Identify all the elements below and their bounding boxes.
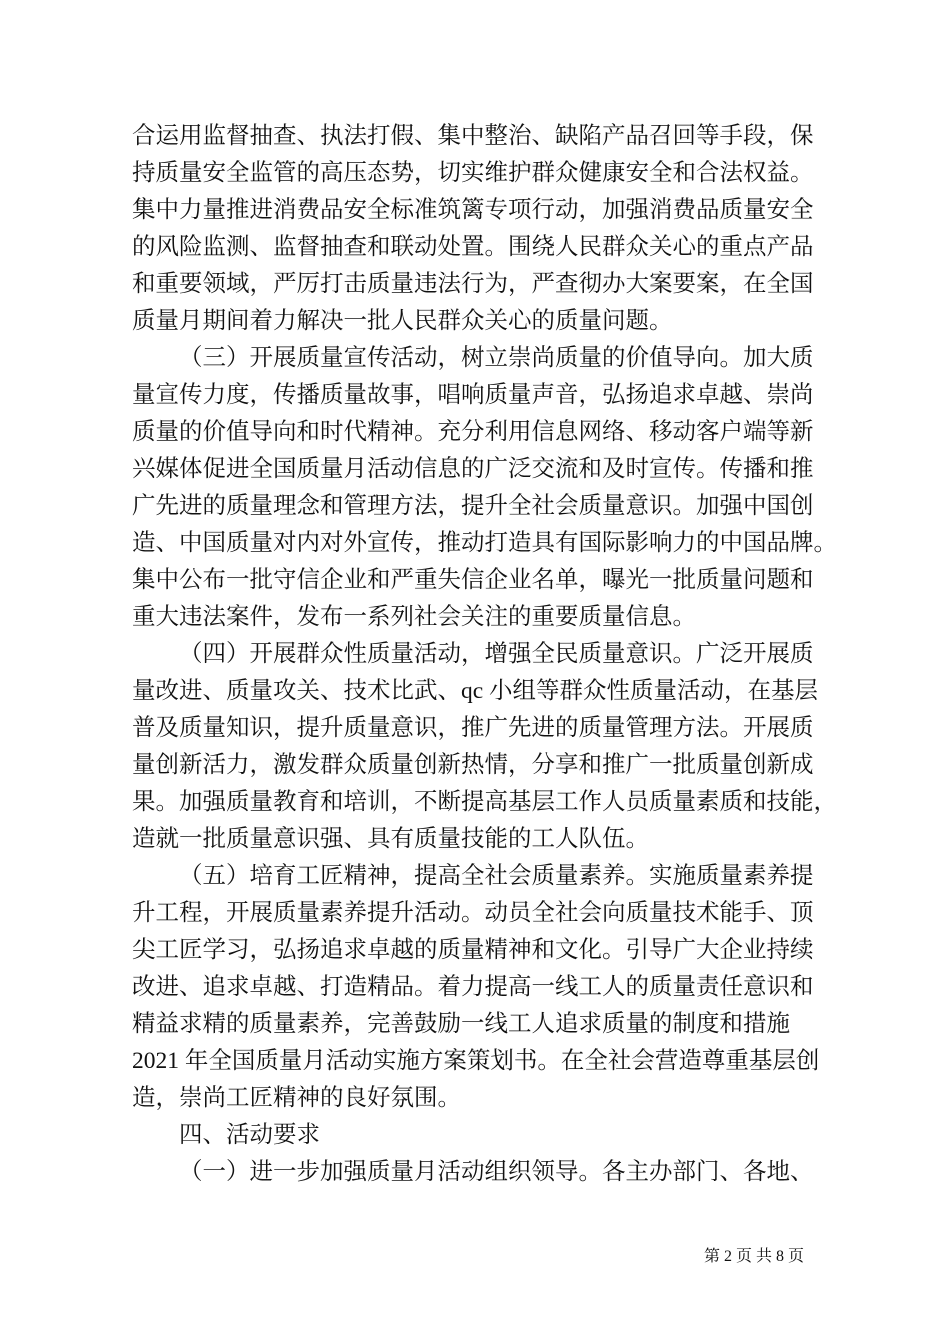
document-text <box>132 118 837 1191</box>
text-line: 重大违法案件，发布一系列社会关注的重要质量信息。 <box>132 604 696 630</box>
text-line: （三）开展质量宣传活动，树立崇尚质量的价值导向。加大质 <box>179 345 814 371</box>
text-line: 量创新活力，激发群众质量创新热情，分享和推广一批质量创新成 <box>132 752 814 778</box>
text-line: 量宣传力度，传播质量故事，唱响质量声音，弘扬追求卓越、崇尚 <box>132 382 814 408</box>
text-line: 广先进的质量理念和管理方法，提升全社会质量意识。加强中国创 <box>132 493 814 519</box>
text-line: 果。加强质量教育和培训，不断提高基层工作人员质量素质和技能， <box>132 789 837 815</box>
text-line: 量改进、质量攻关、技术比武、qc 小组等群众性质量活动，在基层 <box>132 678 819 704</box>
page-number-footer: 第 2 页 共 8 页 <box>703 1248 804 1265</box>
text-line: 造、中国质量对内对外宣传，推动打造具有国际影响力的中国品牌。 <box>132 530 837 556</box>
text-line: （五）培育工匠精神，提高全社会质量素养。实施质量素养提 <box>179 863 814 889</box>
text-line: 质量月期间着力解决一批人民群众关心的质量问题。 <box>132 308 673 334</box>
text-line: （一）进一步加强质量月活动组织领导。各主办部门、各地、 <box>179 1159 814 1185</box>
text-line: 集中公布一批守信企业和严重失信企业名单，曝光一批质量问题和 <box>132 567 814 593</box>
text-line: 和重要领域，严厉打击质量违法行为，严查彻办大案要案，在全国 <box>132 271 814 297</box>
text-line: 持质量安全监管的高压态势，切实维护群众健康安全和合法权益。 <box>132 160 814 186</box>
text-line: 改进、追求卓越、打造精品。着力提高一线工人的质量责任意识和 <box>132 974 814 1000</box>
text-line: （四）开展群众性质量活动，增强全民质量意识。广泛开展质 <box>179 641 814 667</box>
text-line: 2021 年全国质量月活动实施方案策划书。在全社会营造尊重基层创 <box>132 1048 820 1074</box>
text-line: 兴媒体促进全国质量月活动信息的广泛交流和及时宣传。传播和推 <box>132 456 814 482</box>
text-line: 集中力量推进消费品安全标准筑篱专项行动，加强消费品质量安全 <box>132 197 814 223</box>
text-line: 质量的价值导向和时代精神。充分利用信息网络、移动客户端等新 <box>132 419 814 445</box>
text-line: 合运用监督抽查、执法打假、集中整治、缺陷产品召回等手段，保 <box>132 123 814 149</box>
text-line: 普及质量知识，提升质量意识，推广先进的质量管理方法。开展质 <box>132 715 814 741</box>
text-line: 的风险监测、监督抽查和联动处置。围绕人民群众关心的重点产品 <box>132 234 814 260</box>
text-line: 升工程，开展质量素养提升活动。动员全社会向质量技术能手、顶 <box>132 900 814 926</box>
text-line: 四、活动要求 <box>179 1122 320 1148</box>
text-line: 精益求精的质量素养，完善鼓励一线工人追求质量的制度和措施 <box>132 1011 790 1037</box>
text-line: 尖工匠学习，弘扬追求卓越的质量精神和文化。引导广大企业持续 <box>132 937 814 963</box>
text-line: 造，崇尚工匠精神的良好氛围。 <box>132 1085 461 1111</box>
text-line: 造就一批质量意识强、具有质量技能的工人队伍。 <box>132 826 649 852</box>
